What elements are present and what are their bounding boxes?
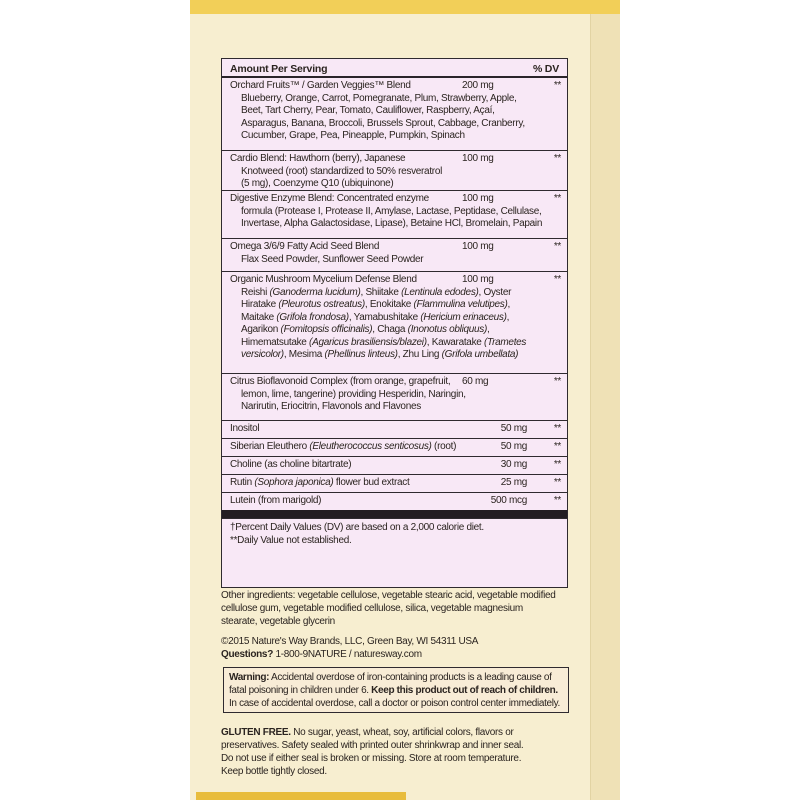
ingredient-amount: 100 mg — [462, 241, 494, 252]
box-bottom-strip — [196, 792, 406, 800]
box-side-edge — [590, 14, 620, 800]
ingredient-name: Digestive Enzyme Blend: Concentrated enzyme — [230, 193, 429, 204]
ingredient-amount: 25 mg — [500, 477, 527, 488]
warning-keep-away: Keep this product out of reach of children. — [371, 685, 558, 696]
box-panel-face — [190, 14, 590, 800]
ingredient-name: Orchard Fruits™ / Garden Veggies™ Blend — [230, 80, 411, 91]
mushroom-latin: (Agaricus brasiliensis/blazei) — [309, 336, 427, 348]
facts-row — [222, 239, 567, 272]
company-info — [221, 635, 581, 661]
mushroom-text: , Yamabushitake — [348, 311, 421, 323]
facts-row — [222, 78, 567, 151]
warning-line — [229, 671, 563, 684]
ingredient-detail — [230, 324, 559, 337]
facts-header — [222, 59, 567, 78]
ingredient-dv: ** — [553, 241, 561, 252]
ingredient-name: Organic Mushroom Mycelium Defense Blend — [230, 274, 417, 285]
ingredient-latin: (Eleutherococcus senticosus) — [309, 441, 432, 452]
ingredient-detail — [230, 299, 559, 312]
ingredient-text: Siberian Eleuthero — [230, 441, 310, 452]
ingredient-amount: 50 mg — [500, 423, 527, 434]
questions-line — [221, 648, 581, 661]
ingredient-amount: 60 mg — [462, 376, 489, 387]
warning-text: Accidental overdose of iron-containing products is a leading cause of — [269, 672, 552, 683]
mushroom-text: , Enokitake — [364, 299, 414, 310]
percent-dv-label: % DV — [532, 63, 559, 75]
ingredient-name: Citrus Bioflavonoid Complex (from orange, grapefruit, — [230, 376, 451, 387]
other-ingredients-line: Other ingredients: vegetable cellulose, vegetable stearic acid, vegetable modified — [221, 590, 556, 601]
ingredient-detail: Flax Seed Powder, Sunflower Seed Powder — [241, 253, 424, 265]
ingredient-amount: 100 mg — [462, 274, 494, 285]
gluten-line — [221, 726, 581, 739]
mushroom-text: , Oyster — [478, 286, 512, 298]
facts-row — [222, 439, 567, 457]
ingredient-name: Choline (as choline bitartrate) — [230, 459, 352, 470]
mushroom-latin: versicolor) — [241, 349, 284, 360]
ingredient-amount: 100 mg — [462, 153, 494, 164]
mushroom-text: , Kawaratake — [426, 336, 485, 348]
mushroom-text: , Chaga — [372, 324, 408, 335]
ingredient-dv: ** — [553, 274, 561, 285]
mushroom-latin: (Phellinus linteus) — [324, 349, 398, 360]
facts-divider-bar — [222, 510, 567, 519]
ingredient-detail: Narirutin, Eriocitrin, Flavonols and Flavones — [241, 401, 421, 412]
mushroom-text: , Zhu Ling — [397, 349, 442, 360]
warning-text: fatal poisoning in children under 6. — [229, 685, 372, 696]
warning-line: In case of accidental overdose, call a doctor or poison control center immediately. — [229, 698, 560, 709]
ingredient-detail: Beet, Tart Cherry, Pear, Tomato, Cauliflower, Raspberry, Açaí, — [241, 105, 495, 116]
facts-row — [222, 493, 567, 510]
copyright-line: ©2015 Nature's Way Brands, LLC, Green Bay, WI 54311 USA — [221, 636, 479, 647]
mushroom-latin: (Inonotus obliquus) — [407, 324, 488, 335]
mushroom-text: , Shiitake — [360, 286, 402, 298]
footnote-dv: †Percent Daily Values (DV) are based on a 2,000 calorie diet. — [230, 522, 484, 533]
mushroom-text: , Mesima — [283, 349, 325, 360]
ingredient-detail — [230, 337, 559, 350]
mushroom-text: Agarikon — [241, 324, 281, 335]
mushroom-latin: (Hericium erinaceus) — [420, 311, 507, 323]
ingredient-amount: 100 mg — [462, 193, 494, 204]
supplement-facts-table — [221, 58, 568, 588]
facts-row — [222, 272, 567, 374]
gluten-text: No sugar, yeast, wheat, soy, artificial colors, flavors or — [290, 727, 514, 738]
ingredient-dv: ** — [553, 477, 561, 488]
ingredient-amount: 30 mg — [500, 459, 527, 470]
gluten-line: Do not use if either seal is broken or missing. Store at room temperature. — [221, 753, 522, 764]
ingredient-dv: ** — [553, 80, 561, 91]
ingredient-dv: ** — [553, 376, 561, 387]
questions-label: Questions? — [221, 649, 274, 660]
ingredient-detail: formula (Protease I, Protease II, Amylase, Lactase, Peptidase, Cellulase, — [241, 205, 542, 217]
facts-row — [222, 151, 567, 191]
ingredient-text: (root) — [431, 441, 457, 452]
mushroom-latin: (Lentinula edodes) — [401, 286, 479, 298]
facts-row — [222, 191, 567, 239]
ingredient-dv: ** — [553, 423, 561, 434]
gluten-free-label: GLUTEN FREE. — [221, 727, 291, 738]
warning-label: Warning: — [229, 672, 270, 683]
facts-row — [222, 475, 567, 493]
facts-row — [222, 457, 567, 475]
ingredient-dv: ** — [553, 459, 561, 470]
ingredient-latin: (Sophora japonica) — [254, 477, 334, 488]
ingredient-name: Lutein (from marigold) — [230, 495, 322, 506]
mushroom-latin: (Trametes — [484, 336, 527, 348]
mushroom-latin: (Pleurotus ostreatus) — [278, 299, 365, 310]
ingredient-dv: ** — [553, 441, 561, 452]
mushroom-text: , — [507, 299, 510, 310]
mushroom-text: Reishi — [241, 286, 270, 298]
amount-per-serving-label: Amount Per Serving — [230, 63, 328, 75]
mushroom-latin: (Grifola frondosa) — [276, 311, 349, 323]
gluten-free-notice — [221, 726, 581, 778]
ingredient-detail: Asparagus, Banana, Broccoli, Brussels Sprout, Cabbage, Cranberry, — [241, 117, 525, 129]
other-ingredients-line: stearate, vegetable glycerin — [221, 616, 335, 627]
mushroom-text: Himematsutake — [241, 336, 310, 348]
ingredient-name — [230, 441, 470, 454]
ingredient-amount: 200 mg — [462, 80, 494, 91]
ingredient-text: flower bud extract — [333, 477, 410, 488]
ingredient-name: Omega 3/6/9 Fatty Acid Seed Blend — [230, 241, 380, 252]
warning-line — [229, 684, 563, 697]
ingredient-name: Inositol — [230, 423, 260, 434]
ingredient-detail: Invertase, Alpha Galactosidase, Lipase), Betaine HCl, Bromelain, Papain — [241, 218, 543, 229]
ingredient-amount: 50 mg — [500, 441, 527, 452]
mushroom-text: Maitake — [241, 311, 277, 323]
ingredient-detail — [230, 287, 559, 300]
gluten-line: Keep bottle tightly closed. — [221, 766, 327, 777]
mushroom-latin: (Ganoderma lucidum) — [269, 286, 361, 298]
warning-box — [223, 667, 569, 713]
ingredient-name — [230, 477, 470, 490]
mushroom-latin: (Flammulina velutipes) — [413, 299, 508, 310]
facts-row — [222, 421, 567, 439]
questions-contact: 1-800-9NATURE / naturesway.com — [273, 649, 422, 660]
ingredient-detail: lemon, lime, tangerine) providing Hesperidin, Naringin, — [241, 388, 466, 400]
box-side-panel — [190, 0, 620, 800]
mushroom-text: , — [487, 324, 490, 335]
ingredient-amount: 500 mcg — [490, 495, 527, 506]
mushroom-text: Hiratake — [241, 299, 279, 310]
footnote-not-established: **Daily Value not established. — [230, 534, 352, 546]
ingredient-dv: ** — [553, 495, 561, 506]
ingredient-detail: (5 mg), Coenzyme Q10 (ubiquinone) — [241, 178, 394, 189]
ingredient-detail — [230, 312, 559, 325]
ingredient-dv: ** — [553, 193, 561, 204]
ingredient-text: Rutin — [230, 477, 255, 488]
ingredient-detail: Blueberry, Orange, Carrot, Pomegranate, Plum, Strawberry, Apple, — [241, 92, 517, 104]
facts-footnotes — [222, 519, 567, 547]
mushroom-latin: (Grifola umbellata) — [441, 349, 519, 360]
facts-row — [222, 374, 567, 421]
other-ingredients-line: cellulose gum, vegetable modified cellulose, silica, vegetable magnesium — [221, 603, 523, 614]
ingredient-name: Cardio Blend: Hawthorn (berry), Japanese — [230, 153, 406, 164]
ingredient-detail: Knotweed (root) standardized to 50% resveratrol — [241, 165, 443, 177]
other-ingredients — [221, 589, 581, 628]
mushroom-latin: (Fomitopsis officinalis) — [280, 324, 373, 335]
ingredient-dv: ** — [553, 153, 561, 164]
ingredient-detail — [230, 349, 559, 362]
mushroom-text: , — [506, 311, 510, 323]
ingredient-detail: Cucumber, Grape, Pea, Pineapple, Pumpkin, Spinach — [241, 130, 465, 141]
gluten-line: preservatives. Safety sealed with printed outer shrinkwrap and inner seal. — [221, 740, 524, 751]
